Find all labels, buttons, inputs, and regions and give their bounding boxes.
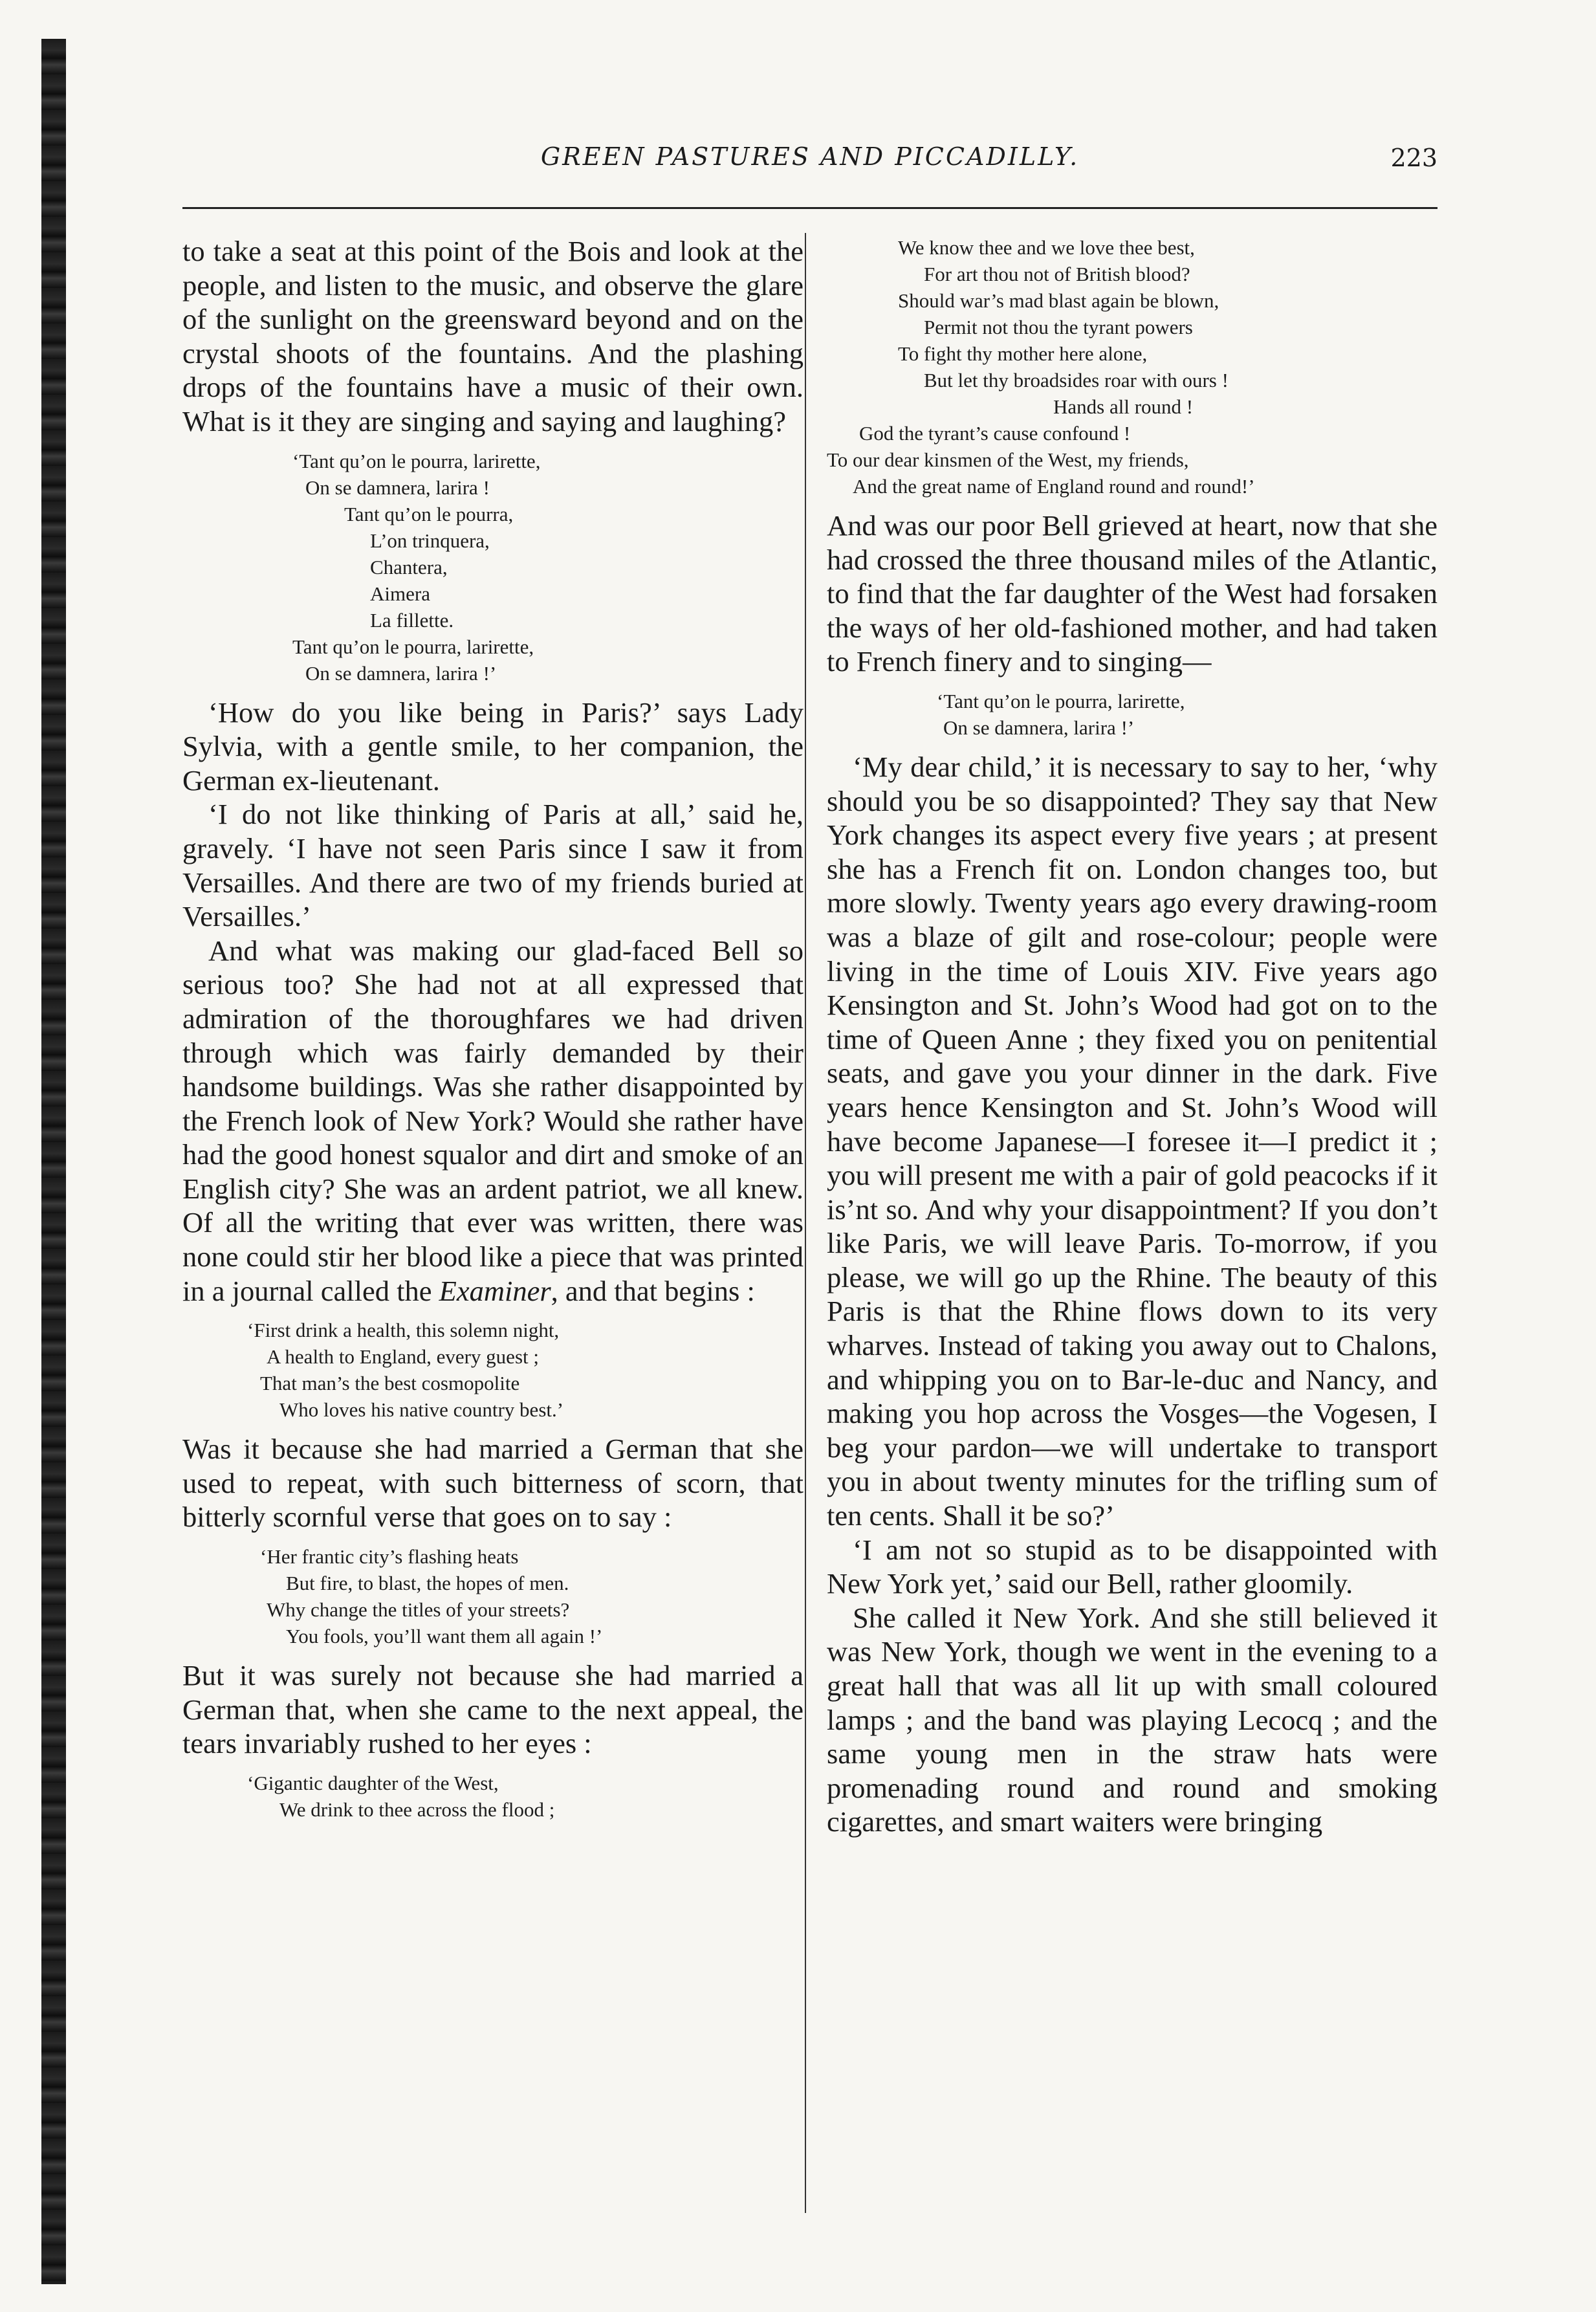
verse-line: ‘Gigantic daughter of the West, bbox=[247, 1771, 499, 1794]
verse-line: To fight thy mother here alone, bbox=[898, 342, 1148, 365]
verse-line: ‘Tant qu’on le pourra, larirette, bbox=[937, 689, 1185, 712]
verse-line: That man’s the best cosmopolite bbox=[260, 1372, 520, 1395]
paragraph: to take a seat at this point of the Bois and look at the people, and listen to the music, and observe the glare of the sunlight on the greensward beyond and on the crystal shoots of the fountains. And the plashing drops of the fountains have a music of their own. What is it they are singing and saying and laughing? bbox=[182, 235, 803, 437]
paragraph-text: , and that begins : bbox=[551, 1274, 755, 1307]
verse-line: La fillette. bbox=[370, 608, 454, 632]
journal-title: Examiner bbox=[439, 1274, 551, 1307]
column-divider bbox=[805, 233, 806, 2213]
verse-line: Hands all round ! bbox=[1053, 395, 1194, 418]
verse-block bbox=[182, 1317, 803, 1423]
left-column bbox=[182, 234, 803, 1832]
paragraph-text: And what was making our glad-faced Bell so serious too? She had not at all expressed that admiration of the thoroughfares we had driven through which was fairly demanded by their handsome buildings. Was she rather disappointed by the French look of New York? Would she rather have had the good honest squalor and dirt and smoke of an English city? She was an ardent patriot, we all knew. Of all the writing that ever was written, there was none could stir her blood like a piece that was printed in a journal called the bbox=[182, 934, 803, 1307]
page-header bbox=[182, 142, 1437, 181]
paragraph: ‘How do you like being in Paris?’ says Lady Sylvia, with a gentle smile, to her companion, the German ex-lieutenant. bbox=[182, 696, 803, 797]
running-title: GREEN PASTURES AND PICCADILLY. bbox=[540, 142, 1080, 171]
verse-line: Why change the titles of your streets? bbox=[267, 1598, 570, 1622]
right-column bbox=[827, 234, 1437, 1839]
verse-block bbox=[182, 448, 803, 687]
paragraph: ‘My dear child,’ it is necessary to say to her, ‘why should you be so disappointed? They say that New York changes its aspect every five years ; at present she has a French fit on. London changes too, but more slowly. Twenty years ago every drawing-room was a blaze of gilt and rose-colour; people were living in the time of Louis XIV. Five years ago Kensington and St. John’s Wood had got on to the time of Queen Anne ; they fixed you on penitential seats, and gave you your dinner in the dark. Five years hence Kensington and St. John’s Wood will have become Japanese—I foresee it—I predict it ; you will present me with a pair of gold peacocks if it is’nt so. And why your disappointment? If you don’t like Paris, we will leave Paris. To-morrow, if you please, we will go up the Rhine. The beauty of this Paris is that the Rhine flows down to its very wharves. Instead of taking you away out to Chalons, and whipping you on to Bar-le-duc and Nancy, and making you hop across the Vosges—the Vogesen, I beg your pardon—we will undertake to transport you in about twenty minutes for the trifling sum of ten cents. Shall it be so?’ bbox=[827, 750, 1437, 1532]
verse-line: Tant qu’on le pourra, bbox=[344, 502, 514, 525]
verse-line: To our dear kinsmen of the West, my friends, bbox=[827, 448, 1189, 471]
verse-line: ‘Tant qu’on le pourra, larirette, bbox=[292, 449, 541, 472]
verse-line: On se damnera, larira !’ bbox=[943, 716, 1135, 739]
verse-line: Permit not thou the tyrant powers bbox=[924, 316, 1193, 338]
paragraph: And was our poor Bell grieved at heart, now that she had crossed the three thousand miles of the Atlantic, to find that the far daughter of the West had forsaken the ways of her old-fashioned mother, and had taken to French finery and to singing— bbox=[827, 509, 1437, 678]
verse-line: On se damnera, larira !’ bbox=[305, 661, 497, 685]
verse-line: On se damnera, larira ! bbox=[305, 476, 490, 499]
verse-line: A health to England, every guest ; bbox=[267, 1345, 539, 1369]
verse-line: For art thou not of British blood? bbox=[924, 263, 1190, 285]
verse-line: We drink to thee across the flood ; bbox=[279, 1798, 555, 1821]
header-rule bbox=[182, 207, 1437, 209]
verse-line: God the tyrant’s cause confound ! bbox=[859, 422, 1131, 445]
verse-line: ‘First drink a health, this solemn night, bbox=[247, 1319, 560, 1342]
verse-line: Chantera, bbox=[370, 555, 448, 578]
verse-line: Who loves his native country best.’ bbox=[279, 1398, 564, 1422]
verse-line: Should war’s mad blast again be blown, bbox=[898, 289, 1219, 312]
verse-block bbox=[827, 234, 1437, 500]
verse-block bbox=[827, 688, 1437, 741]
verse-line: L’on trinquera, bbox=[370, 529, 490, 552]
verse-line: But fire, to blast, the hopes of men. bbox=[286, 1572, 569, 1595]
paragraph bbox=[182, 934, 803, 1308]
verse-block bbox=[182, 1770, 803, 1823]
paragraph: But it was surely not because she had married a German that, when she came to the next appeal, the tears invariably rushed to her eyes : bbox=[182, 1659, 803, 1760]
verse-line: And the great name of England round and round!’ bbox=[853, 475, 1255, 498]
verse-line: But let thy broadsides roar with ours ! bbox=[924, 369, 1229, 391]
verse-block bbox=[182, 1543, 803, 1649]
page-binding-edge bbox=[41, 39, 66, 2284]
verse-line: We know thee and we love thee best, bbox=[898, 236, 1195, 259]
paragraph: Was it because she had married a German that she used to repeat, with such bitterness of scorn, that bitterly scornful verse that goes on to say : bbox=[182, 1433, 803, 1534]
paragraph: ‘I am not so stupid as to be disappointed with New York yet,’ said our Bell, rather gloomily. bbox=[827, 1533, 1437, 1600]
verse-line: ‘Her frantic city’s flashing heats bbox=[260, 1545, 519, 1569]
verse-line: You fools, you’ll want them all again !’ bbox=[286, 1625, 603, 1648]
verse-line: Aimera bbox=[370, 582, 430, 605]
page-number: 223 bbox=[1390, 144, 1437, 172]
paragraph: She called it New York. And she still believed it was New York, though we went in the evening to a great hall that was all lit up with small coloured lamps ; and the band was playing Lecocq ; and the same young men in the straw hats were promenading round and round and smoking cigarettes, and smart waiters were bringing bbox=[827, 1601, 1437, 1838]
verse-line: Tant qu’on le pourra, larirette, bbox=[292, 635, 534, 658]
paragraph: ‘I do not like thinking of Paris at all,’ said he, gravely. ‘I have not seen Paris since I saw it from Versailles. And there are two of my friends buried at Versailles.’ bbox=[182, 798, 803, 933]
